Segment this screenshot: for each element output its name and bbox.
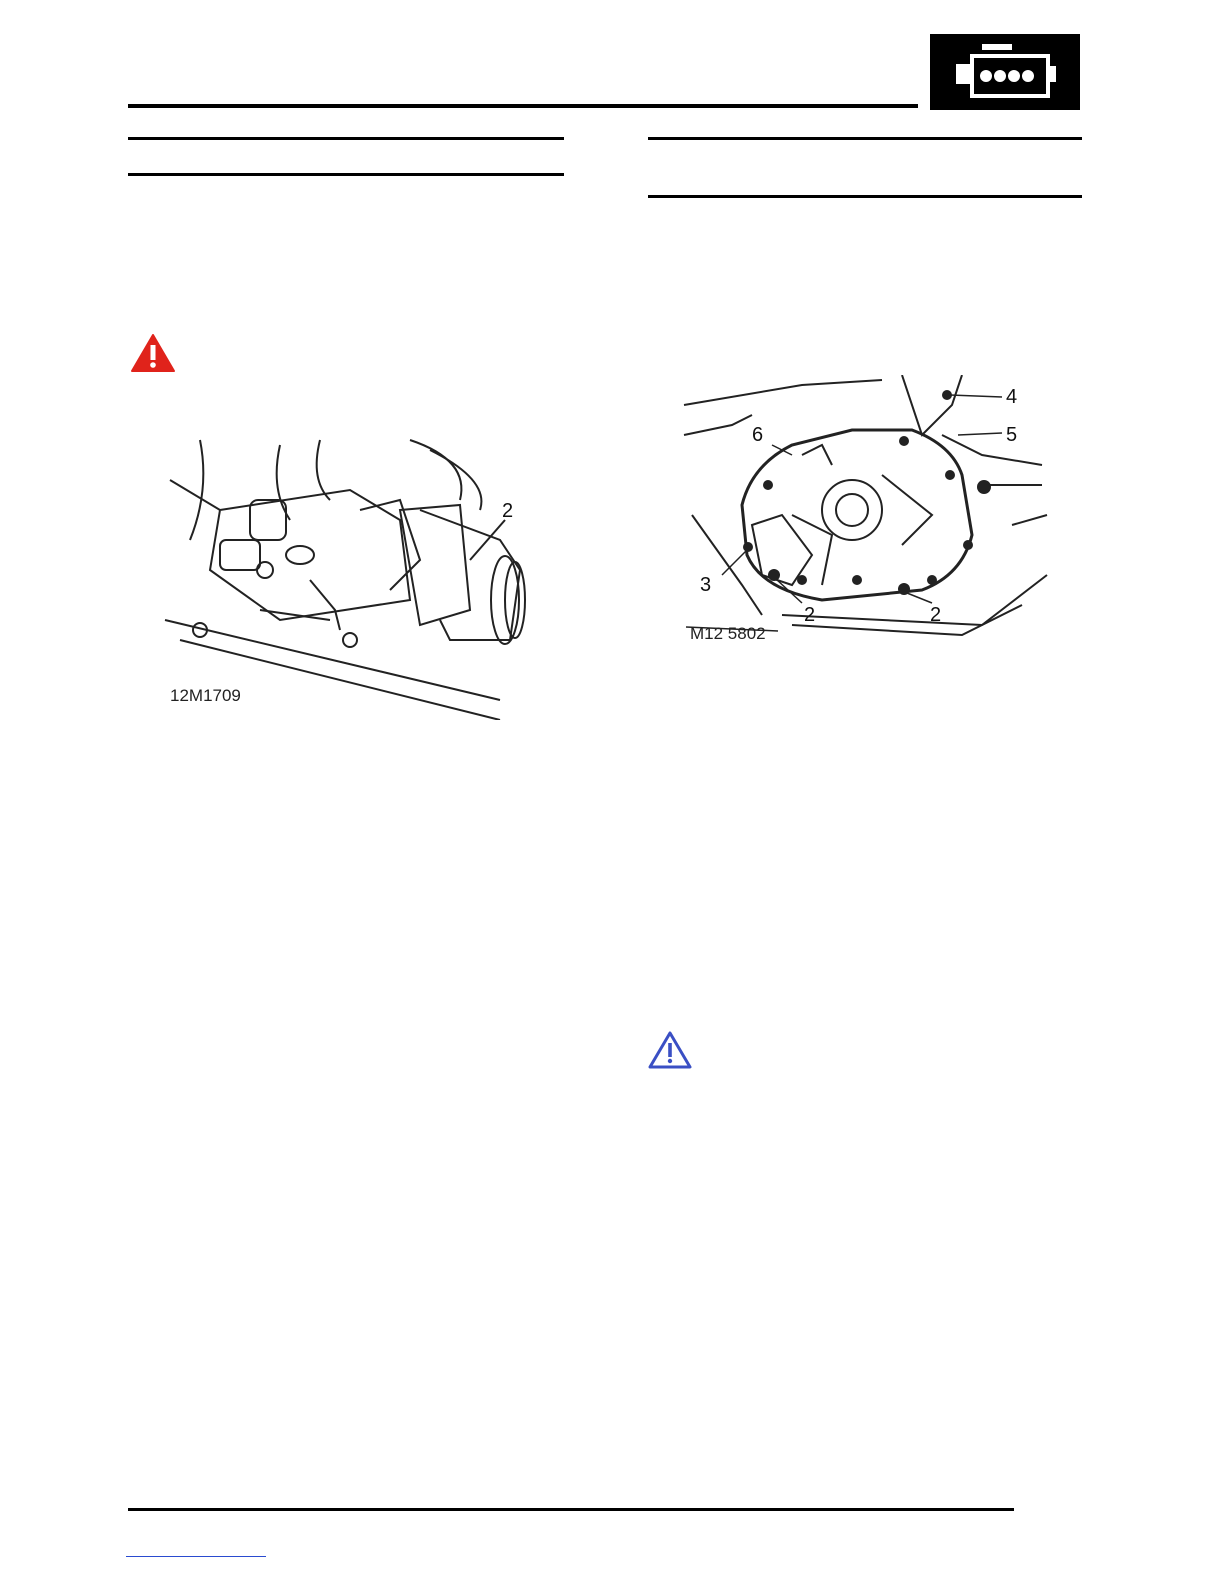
right-figure-callout-4: 4 — [1006, 386, 1018, 408]
caution-triangle-icon — [648, 1030, 692, 1070]
footer-rule — [128, 1508, 1014, 1511]
engine-icon — [930, 34, 1080, 110]
right-figure-callout-2a: 2 — [804, 604, 816, 626]
header-rule — [128, 104, 918, 108]
oil-pump-illustration — [682, 375, 1052, 645]
warning-triangle-icon — [130, 333, 176, 373]
right-heading-rule-top — [648, 137, 1082, 140]
footer-link[interactable] — [126, 1556, 266, 1557]
right-heading-rule-bottom — [648, 195, 1082, 198]
left-figure-callout-2: 2 — [502, 500, 514, 522]
right-figure-callout-2b: 2 — [930, 604, 942, 626]
left-figure-label: 12M1709 — [170, 686, 241, 705]
right-figure-callout-3: 3 — [700, 574, 712, 596]
right-figure-callout-5: 5 — [1006, 424, 1018, 446]
left-heading-rule-bottom — [128, 173, 564, 176]
right-figure-callout-6: 6 — [752, 424, 764, 446]
left-heading-rule-top — [128, 137, 564, 140]
right-figure-label: M12 5802 — [690, 624, 766, 643]
section-badge — [930, 34, 1080, 110]
oil-filter-illustration — [160, 430, 540, 720]
